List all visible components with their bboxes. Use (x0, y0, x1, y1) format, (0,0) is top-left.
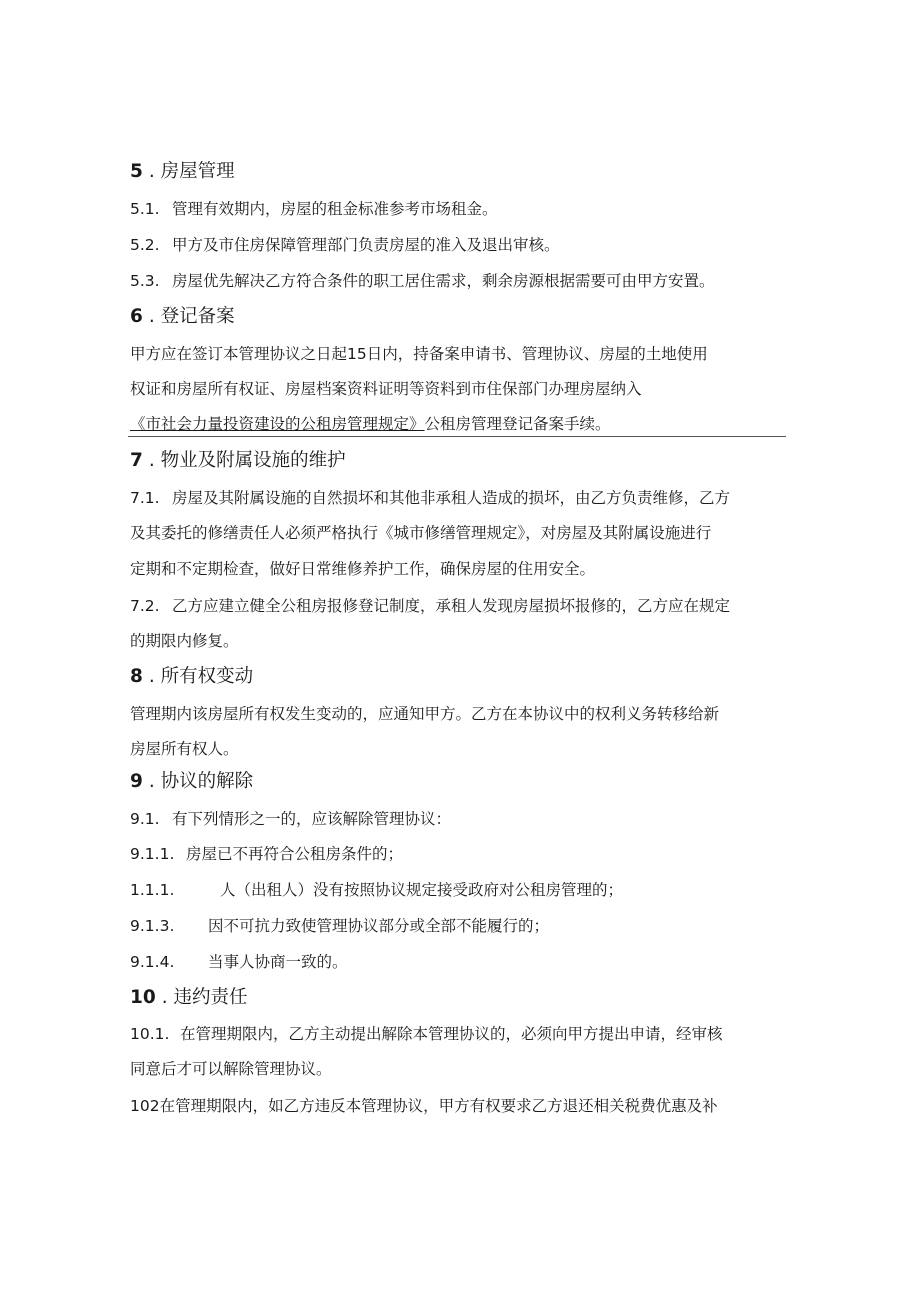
regulation-reference-link[interactable]: 《市社会力量投资建设的公租房管理规定》 (130, 415, 425, 433)
clause-10-2-line-1: 102在管理期限内，如乙方违反本管理协议，甲方有权要求乙方退还相关税费优惠及补 (130, 1097, 718, 1115)
section-9-title: . 协议的解除 (148, 771, 254, 792)
clause-text: 乙方应建立健全公租房报修登记制度，承租人发现房屋损坏报修的，乙方应在规定 (172, 597, 731, 615)
section-8-para-line-1: 管理期内该房屋所有权发生变动的，应通知甲方。乙方在本协议中的权利义务转移给新 (130, 705, 720, 723)
clause-5-3 (130, 270, 715, 292)
clause-9-1-3 (130, 915, 549, 937)
clause-7-2-line-2: 的期限内修复。 (130, 632, 239, 650)
clause-7-2-line-1 (130, 595, 730, 617)
clause-number: 10.1. (130, 1025, 170, 1043)
section-5-number: 5 (130, 161, 143, 182)
clause-1-1-1 (130, 879, 623, 901)
clause-text: 有下列情形之一的，应该解除管理协议： (172, 810, 452, 828)
clause-number: 5.1. (130, 200, 160, 218)
clause-10-1-line-1 (130, 1023, 723, 1045)
section-6-para-line-2: 权证和房屋所有权证、房屋档案资料证明等资料到市住保部门办理房屋纳入 (130, 380, 642, 398)
clause-number: 5.2. (130, 236, 160, 254)
section-5-heading (130, 159, 235, 185)
section-8-para-line-2: 房屋所有权人。 (130, 740, 239, 758)
section-10-title: . 违约责任 (161, 987, 248, 1008)
section-6-number: 6 (130, 306, 143, 327)
clause-7-1-line-2: 及其委托的修缮责任人必须严格执行《城市修缮管理规定》，对房屋及其附属设施进行 (130, 524, 712, 542)
clause-10-1-line-2: 同意后才可以解除管理协议。 (130, 1060, 332, 1078)
clause-text: 甲方及市住房保障管理部门负责房屋的准入及退出审核。 (172, 236, 560, 254)
clause-number: 1.1.1. (130, 881, 175, 899)
clause-number: 9.1.3. (130, 917, 175, 935)
section-8-number: 8 (130, 666, 143, 687)
section-7-title: . 物业及附属设施的维护 (148, 450, 346, 471)
section-6-para-line-1: 甲方应在签订本管理协议之日起15日内，持备案申请书、管理协议、房屋的土地使用 (130, 345, 708, 363)
clause-9-1 (130, 808, 451, 830)
section-6-heading (130, 304, 235, 330)
clause-text: 在管理期限内，乙方主动提出解除本管理协议的，必须向甲方提出申请，经审核 (180, 1025, 723, 1043)
clause-7-1-line-3: 定期和不定期检查，做好日常维修养护工作，确保房屋的住用安全。 (130, 560, 596, 578)
clause-number: 9.1.1. (130, 845, 175, 863)
divider-line (128, 436, 786, 437)
clause-number: 9.1.4. (130, 953, 175, 971)
section-5-title: . 房屋管理 (148, 161, 235, 182)
clause-number: 7.1. (130, 489, 160, 507)
clause-text: 当事人协商一致的。 (208, 953, 348, 971)
section-9-number: 9 (130, 771, 143, 792)
clause-text: 房屋优先解决乙方符合条件的职工居住需求，剩余房源根据需要可由甲方安置。 (172, 272, 715, 290)
clause-9-1-1 (130, 843, 403, 865)
section-8-title: . 所有权变动 (148, 666, 254, 687)
clause-text: 房屋已不再符合公租房条件的； (186, 845, 404, 863)
section-6-title: . 登记备案 (148, 306, 235, 327)
clause-text: 人（出租人）没有按照协议规定接受政府对公租房管理的； (220, 881, 624, 899)
clause-text: 房屋及其附属设施的自然损坏和其他非承租人造成的损坏，由乙方负责维修，乙方 (172, 489, 731, 507)
section-6-para-tail: 公租房管理登记备案手续。 (424, 415, 611, 433)
section-10-heading (130, 985, 248, 1011)
section-7-heading (130, 448, 346, 474)
clause-number: 7.2. (130, 597, 160, 615)
section-8-heading (130, 664, 253, 690)
clause-7-1-line-1 (130, 487, 730, 509)
clause-9-1-4 (130, 951, 348, 973)
section-9-heading (130, 769, 253, 795)
clause-text: 因不可抗力致使管理协议部分或全部不能履行的； (208, 917, 550, 935)
section-10-number: 10 (130, 987, 156, 1008)
clause-number: 5.3. (130, 272, 160, 290)
clause-5-2 (130, 234, 560, 256)
section-6-para-line-3 (130, 413, 611, 435)
clause-5-1 (130, 198, 498, 220)
section-7-number: 7 (130, 450, 143, 471)
clause-number: 9.1. (130, 810, 160, 828)
clause-text: 管理有效期内，房屋的租金标准参考市场租金。 (172, 200, 498, 218)
